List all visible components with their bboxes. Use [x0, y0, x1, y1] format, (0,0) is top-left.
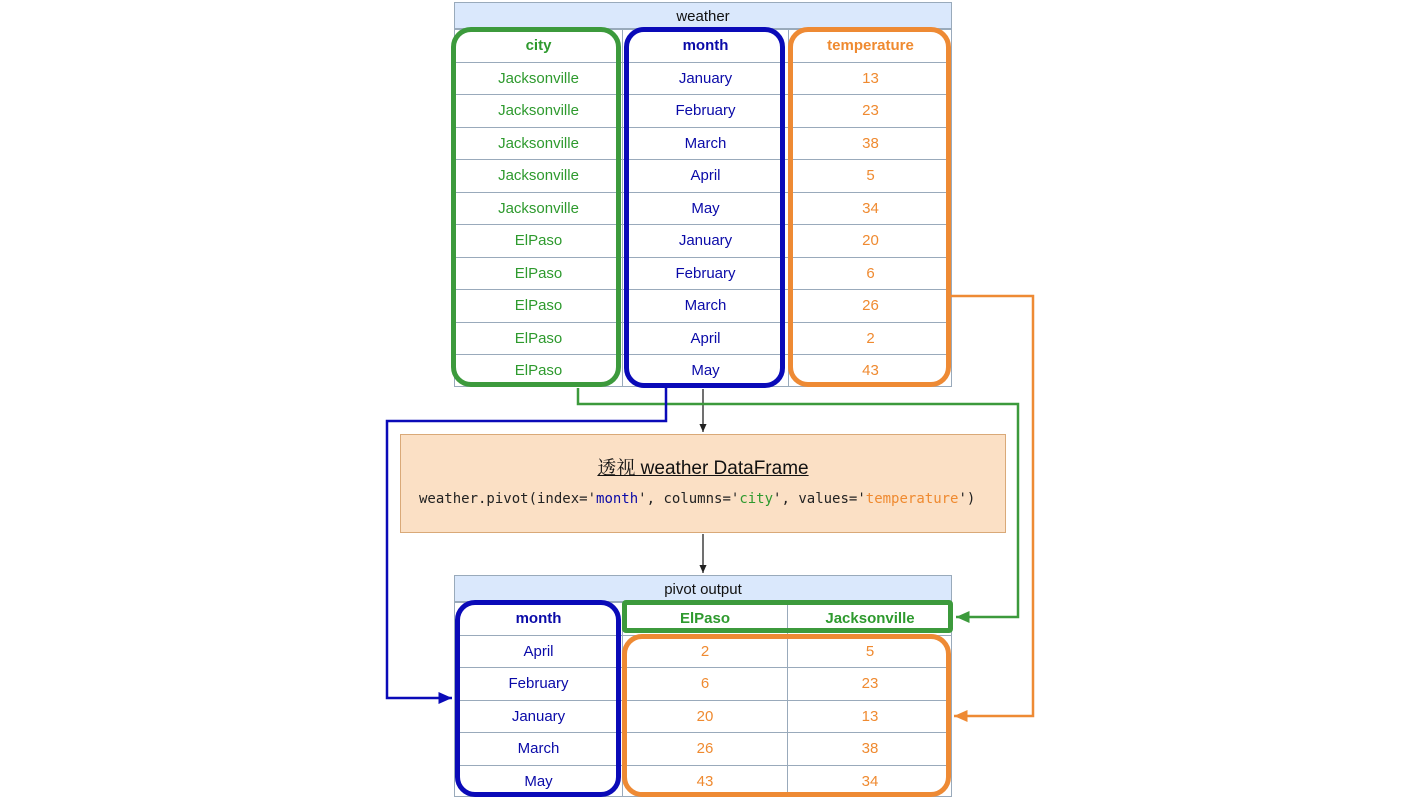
- output-cell: 20: [623, 701, 788, 734]
- arrow-month-to-output-index: [387, 388, 666, 698]
- source-cell: January: [623, 225, 789, 258]
- source-cell: 5: [789, 160, 952, 193]
- source-cell: 23: [789, 95, 952, 128]
- source-cell: May: [623, 193, 789, 226]
- output-cell: March: [455, 733, 623, 766]
- output-cell: January: [455, 701, 623, 734]
- code-token-columns: city: [739, 491, 774, 507]
- source-cell: 6: [789, 258, 952, 291]
- source-table-title: weather: [454, 2, 952, 29]
- source-cell: ElPaso: [455, 355, 623, 387]
- output-cell: May: [455, 766, 623, 798]
- source-cell: Jacksonville: [455, 63, 623, 96]
- code-token-plain: ', values=': [773, 491, 866, 507]
- source-cell: ElPaso: [455, 290, 623, 323]
- source-cell: Jacksonville: [455, 193, 623, 226]
- source-cell: 38: [789, 128, 952, 161]
- code-token-plain: '): [958, 491, 976, 507]
- output-header-month: month: [455, 603, 623, 636]
- output-cell: 13: [788, 701, 952, 734]
- source-cell: ElPaso: [455, 225, 623, 258]
- output-cell: 43: [623, 766, 788, 798]
- source-cell: 43: [789, 355, 952, 387]
- source-cell: 26: [789, 290, 952, 323]
- source-cell: 34: [789, 193, 952, 226]
- output-cell: 26: [623, 733, 788, 766]
- source-cell: 13: [789, 63, 952, 96]
- output-cell: April: [455, 636, 623, 669]
- output-cell: 6: [623, 668, 788, 701]
- source-cell: Jacksonville: [455, 160, 623, 193]
- source-cell: February: [623, 258, 789, 291]
- source-cell: March: [623, 290, 789, 323]
- source-cell: April: [623, 323, 789, 356]
- source-cell: Jacksonville: [455, 128, 623, 161]
- source-cell: January: [623, 63, 789, 96]
- source-header-city: city: [455, 30, 623, 63]
- source-header-temperature: temperature: [789, 30, 952, 63]
- output-cell: 38: [788, 733, 952, 766]
- code-token-plain: weather.pivot(index=': [419, 491, 597, 507]
- source-cell: 20: [789, 225, 952, 258]
- source-cell: March: [623, 128, 789, 161]
- output-cell: 34: [788, 766, 952, 798]
- output-table-title: pivot output: [454, 575, 952, 602]
- code-token-values: temperature: [865, 491, 959, 507]
- code-token-plain: ', columns=': [638, 491, 740, 507]
- source-cell: Jacksonville: [455, 95, 623, 128]
- code-token-index: month: [596, 491, 639, 507]
- output-header-elpaso: ElPaso: [623, 603, 788, 636]
- source-cell: May: [623, 355, 789, 387]
- output-cell: 2: [623, 636, 788, 669]
- source-cell: ElPaso: [455, 258, 623, 291]
- pivot-operation-title: 透视 weather DataFrame: [597, 458, 809, 479]
- arrow-city-to-output-columns: [578, 388, 1018, 617]
- output-cell: 23: [788, 668, 952, 701]
- arrow-temperature-to-output-values: [951, 296, 1033, 716]
- source-header-month: month: [623, 30, 789, 63]
- source-cell: 2: [789, 323, 952, 356]
- source-cell: ElPaso: [455, 323, 623, 356]
- output-header-jacksonville: Jacksonville: [788, 603, 952, 636]
- output-cell: February: [455, 668, 623, 701]
- source-cell: February: [623, 95, 789, 128]
- source-cell: April: [623, 160, 789, 193]
- output-cell: 5: [788, 636, 952, 669]
